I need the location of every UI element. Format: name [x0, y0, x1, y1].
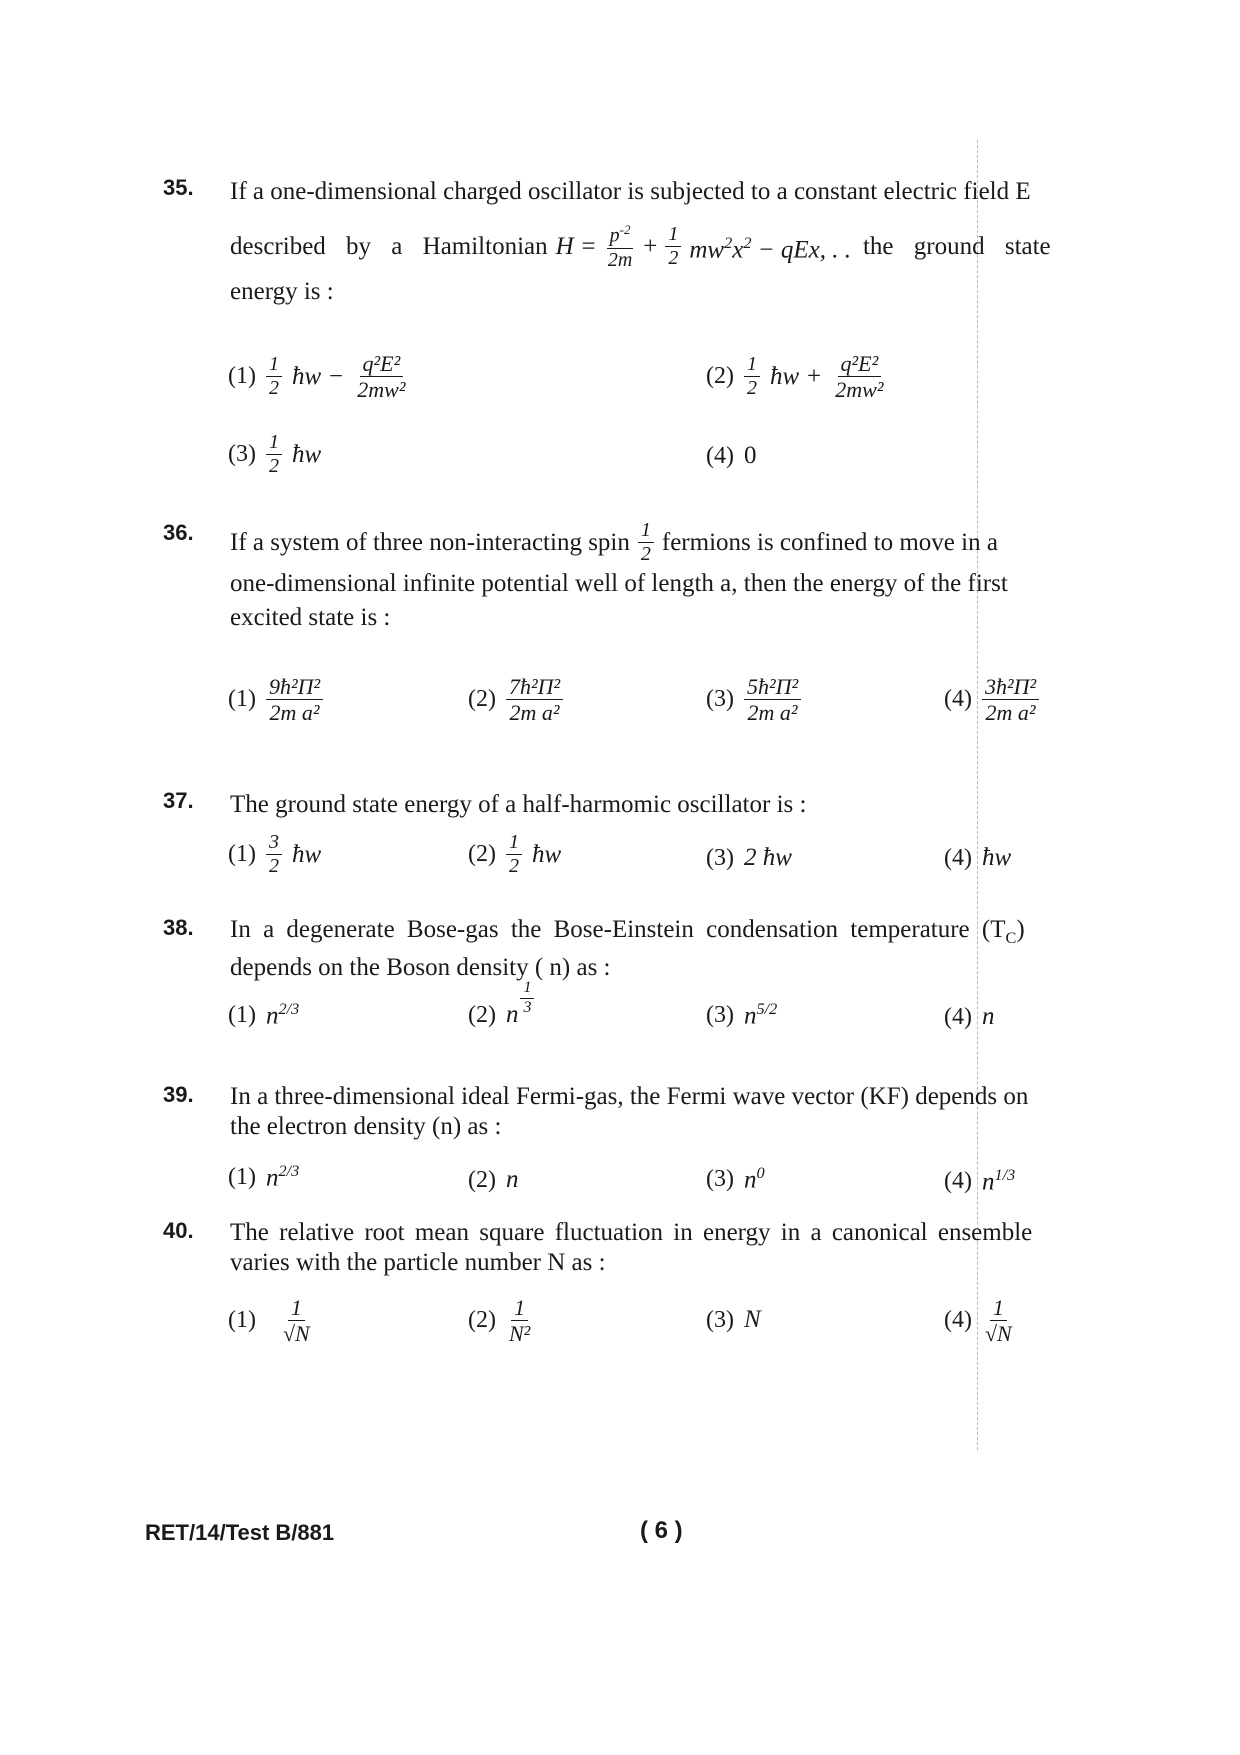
spin-fraction: $\frac{1}{2}$	[638, 520, 654, 565]
question-text	[230, 520, 1183, 635]
question-text	[230, 175, 1183, 309]
question-line-1: If a system of three non-interacting spin $\frac{1}{2}$ fermions is confined to move in a	[230, 519, 998, 565]
q36-option-4[interactable]: (4) $\frac{\text{3ħ²Π²}}{\text{2m a²}}$	[944, 675, 1039, 724]
momentum-fraction: $\frac{p^{-2}}{2m}$	[607, 222, 633, 271]
q38-option-2[interactable]: (2) n $\frac{1}{3}$	[468, 980, 534, 1031]
q35-option-2[interactable]: (2) $\frac{1}{2}$ ħw + $\frac{\text{q²E²}}{\text{2mw²}}$	[706, 351, 884, 403]
question-number: 38.	[163, 915, 194, 940]
footer-test-code: RET/14/Test B/881	[145, 1520, 335, 1545]
question-line-1: The relative root mean square fluctuation in energy in a canonical ensemble	[230, 1219, 1033, 1246]
q36-option-3[interactable]: (3) $\frac{\text{5ħ²Π²}}{\text{2m a²}}$	[706, 675, 801, 724]
q37-option-1[interactable]: (1) $\frac{3}{2}$ ħw	[228, 831, 322, 877]
q38-option-3[interactable]: (3) $n^{5/2}$	[706, 1000, 778, 1030]
question-35	[163, 175, 1183, 309]
question-line-1: If a one-dimensional charged oscillator is subjected to a constant electric field E	[230, 178, 1031, 205]
question-38	[163, 915, 1183, 983]
q36-option-2[interactable]: (2) $\frac{\text{7ħ²Π²}}{\text{2m a²}}$	[468, 675, 563, 724]
q38-option-4[interactable]: (4) n	[944, 1003, 995, 1030]
potential-term: $mw^2x^2$ − qEx, . .	[689, 234, 851, 264]
question-40	[163, 1218, 1183, 1278]
question-line-1: In a three-dimensional ideal Fermi-gas, the Fermi wave vector (KF) depends on	[230, 1083, 1029, 1110]
question-number: 39.	[163, 1082, 194, 1107]
question-text	[230, 1218, 1183, 1278]
q37-option-4[interactable]: (4) ħw	[944, 844, 1012, 871]
half-fraction: $\frac{1}{2}$	[665, 224, 681, 269]
question-line-2	[230, 223, 1183, 271]
question-line-2: one-dimensional infinite potential well of length a, then the energy of the first	[230, 570, 1008, 597]
q36-option-1[interactable]: (1) $\frac{\text{9ħ²Π²}}{\text{2m a²}}$	[228, 675, 323, 724]
question-text	[230, 1082, 1183, 1142]
q40-option-2[interactable]: (2) $\frac{1}{\text{N²}}$	[468, 1295, 531, 1347]
question-line-3: energy is :	[230, 277, 334, 305]
q39-option-1[interactable]: (1) $n^{2/3}$	[228, 1162, 300, 1192]
q40-option-1[interactable]: (1) $\frac{1}{√N}$	[228, 1295, 310, 1347]
question-number: 36.	[163, 520, 194, 545]
q35-option-4[interactable]: (4) 0	[706, 442, 757, 469]
question-36	[163, 520, 1183, 635]
question-39	[163, 1082, 1183, 1142]
question-line-2-end: the ground state	[862, 232, 1051, 260]
q39-option-2[interactable]: (2) n	[468, 1166, 519, 1193]
q35-option-3[interactable]: (3) $\frac{1}{2}$ ħw	[228, 431, 322, 477]
q40-option-4[interactable]: (4) $\frac{1}{√N}$	[944, 1295, 1012, 1347]
footer-page-number: ( 6 )	[640, 1517, 683, 1544]
q39-option-3[interactable]: (3) $n^0$	[706, 1164, 765, 1194]
q39-option-4[interactable]: (4) $n^{1/3}$	[944, 1166, 1016, 1196]
question-line-1: In a degenerate Bose-gas the Bose-Einstein condensation temperature $(T_C)$	[230, 916, 1025, 947]
q38-option-1[interactable]: (1) $n^{2/3}$	[228, 1000, 300, 1030]
question-text	[230, 915, 1183, 983]
question-number: 37.	[163, 788, 194, 813]
q37-option-3[interactable]: (3) 2 ħw	[706, 844, 792, 871]
question-text: The ground state energy of a half-harmomic oscillator is :	[230, 791, 807, 818]
question-line-2: depends on the Boson density ( n) as :	[230, 954, 611, 981]
question-line-2: varies with the particle number N as :	[230, 1249, 606, 1276]
q35-option-1[interactable]: (1) $\frac{1}{2}$ ħw − $\frac{\text{q²E²}}{\text{2mw²}}$	[228, 351, 406, 403]
question-number: 40.	[163, 1218, 194, 1243]
hamiltonian-lhs: H =	[555, 232, 597, 260]
plus-sign: +	[643, 232, 658, 260]
question-number: 35.	[163, 175, 194, 200]
q37-option-2[interactable]: (2) $\frac{1}{2}$ ħw	[468, 831, 562, 877]
question-line-2-text: described by a Hamiltonian	[230, 232, 548, 260]
question-line-3: excited state is :	[230, 604, 391, 631]
question-37	[163, 788, 1183, 822]
question-line-2: the electron density (n) as :	[230, 1113, 502, 1140]
q40-option-3[interactable]: (3) N	[706, 1306, 761, 1333]
